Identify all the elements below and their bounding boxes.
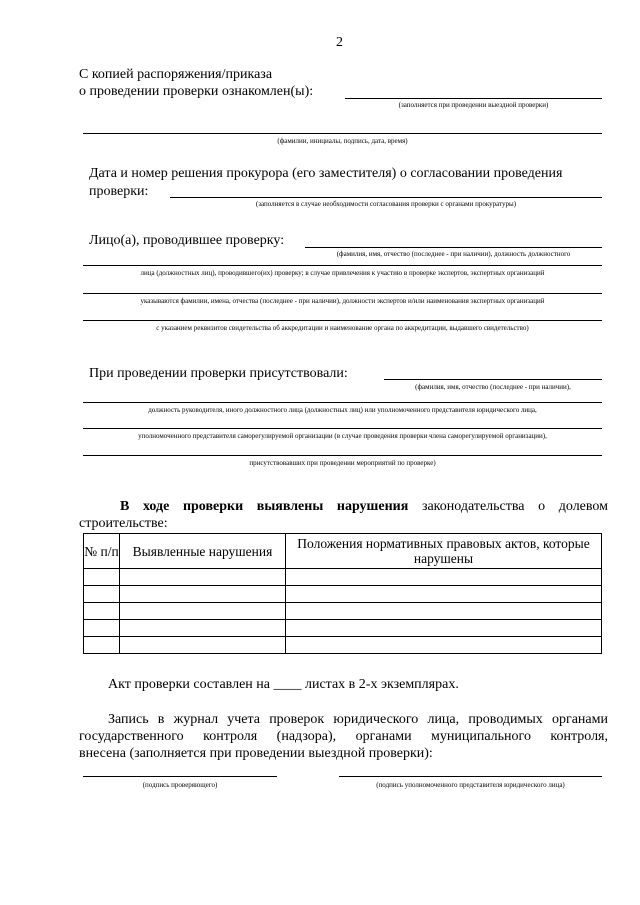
- table-cell[interactable]: [120, 586, 286, 603]
- table-row: [84, 637, 602, 654]
- table-row: [84, 586, 602, 603]
- table-cell[interactable]: [120, 569, 286, 586]
- inspector-line2[interactable]: [83, 265, 602, 266]
- inspector-caption3: указываются фамилии, имена, отчества (последнее - при наличии), должности экспертов и/или наименования экспертных организаций: [140, 297, 545, 305]
- inspector-line1[interactable]: [305, 247, 602, 248]
- inspector-line3[interactable]: [83, 293, 602, 294]
- journal-line1: Запись в журнал учета проверок юридического лица, проводимых органами: [108, 712, 608, 727]
- table-row: [84, 569, 602, 586]
- act-sheets-blank[interactable]: ____: [273, 677, 302, 692]
- present-label: При проведении проверки присутствовали:: [89, 366, 348, 381]
- act-sheets: [108, 677, 459, 693]
- table-cell[interactable]: [286, 620, 602, 637]
- inspector-signature-caption: (подпись проверяющего): [142, 781, 218, 789]
- table-cell[interactable]: [120, 620, 286, 637]
- prosecutor-decision-line[interactable]: [170, 197, 602, 198]
- table-cell[interactable]: [120, 637, 286, 654]
- present-line3[interactable]: [83, 428, 602, 429]
- table-cell[interactable]: [84, 569, 120, 586]
- violations-lead: [120, 499, 608, 515]
- act-sheets-before: Акт проверки составлен на: [108, 677, 270, 692]
- present-line4[interactable]: [83, 455, 602, 456]
- present-line2[interactable]: [83, 402, 602, 403]
- inspector-label: Лицо(а), проводившее проверку:: [89, 233, 285, 248]
- violations-lead-rest: законодательства о долевом: [421, 499, 609, 514]
- copy-order-signature-line[interactable]: [345, 98, 602, 99]
- copy-order-label-line2: о проведении проверки ознакомлен(ы):: [79, 84, 314, 99]
- col-violations-header: Выявленные нарушения: [120, 534, 286, 569]
- copy-order-caption1: (заполняется при проведении выездной проверки): [398, 101, 549, 109]
- journal-line2: государственного контроля (надзора), органами муниципального контроля,: [79, 729, 608, 744]
- present-caption1: (фамилия, имя, отчество (последнее - при наличии),: [415, 383, 571, 391]
- inspector-line4[interactable]: [83, 320, 602, 321]
- table-cell[interactable]: [84, 603, 120, 620]
- copy-order-label-line1: С копией распоряжения/приказа: [79, 67, 273, 82]
- table-row: [84, 620, 602, 637]
- col-number-header: № п/п: [84, 534, 120, 569]
- act-sheets-after: листах в 2-х экземплярах.: [304, 677, 459, 692]
- violations-table-header: [84, 534, 602, 569]
- violations-lead-line2: строительстве:: [79, 516, 168, 531]
- present-caption4: присутствовавших при проведении мероприятий по проверке): [249, 459, 436, 467]
- present-caption3: уполномоченного представителя саморегулируемой организации (в случае проведения проверки члена саморегулируемой организации),: [138, 432, 547, 440]
- violations-lead-bold: В ходе проверки выявлены нарушения: [120, 499, 409, 514]
- representative-signature-line[interactable]: [339, 776, 602, 777]
- table-cell[interactable]: [286, 637, 602, 654]
- table-cell[interactable]: [286, 586, 602, 603]
- table-cell[interactable]: [120, 603, 286, 620]
- table-cell[interactable]: [286, 603, 602, 620]
- copy-order-caption2: (фамилии, инициалы, подпись, дата, время): [277, 137, 408, 145]
- prosecutor-caption: (заполняется в случае необходимости согласования проверки с органами прокуратуры): [255, 200, 517, 208]
- present-caption2: должность руководителя, иного должностного лица (должностных лиц) или уполномоченного представителя юридического лица,: [148, 406, 537, 414]
- table-cell[interactable]: [84, 586, 120, 603]
- representative-signature-caption: (подпись уполномоченного представителя юридического лица): [376, 781, 565, 789]
- col-legal-acts-header: Положения нормативных правовых актов, которые нарушены: [286, 534, 602, 569]
- inspector-signature-line[interactable]: [83, 776, 277, 777]
- inspector-caption1: (фамилия, имя, отчество (последнее - при наличии), должность должностного: [336, 250, 571, 258]
- prosecutor-label-line2: проверки:: [89, 184, 149, 199]
- table-cell[interactable]: [84, 620, 120, 637]
- table-cell[interactable]: [286, 569, 602, 586]
- inspector-caption4: с указанием реквизитов свидетельства об аккредитации и наименование органа по аккредитации, выдавшего свидетельство): [156, 324, 529, 332]
- inspector-caption2: лица (должностных лиц), проводившего(их) проверку; в случае привлечения к участию в проверке экспертов, экспертных организаций: [140, 269, 545, 277]
- page-number: 2: [336, 35, 343, 50]
- table-row: [84, 603, 602, 620]
- journal-line3: внесена (заполняется при проведении выездной проверки):: [79, 746, 433, 761]
- table-cell[interactable]: [84, 637, 120, 654]
- copy-order-names-line[interactable]: [83, 133, 602, 134]
- violations-table: [83, 533, 602, 654]
- prosecutor-label-line1: Дата и номер решения прокурора (его заместителя) о согласовании проведения: [89, 166, 563, 181]
- present-line1[interactable]: [384, 379, 602, 380]
